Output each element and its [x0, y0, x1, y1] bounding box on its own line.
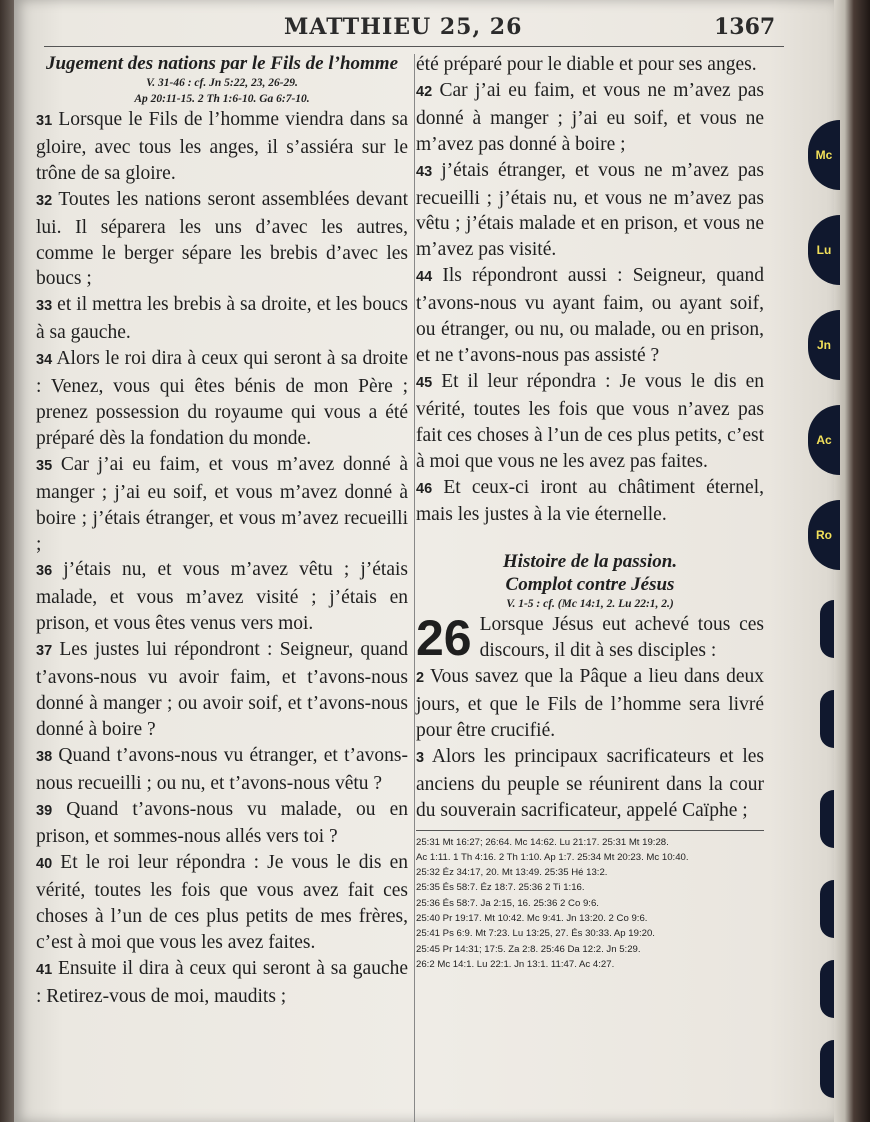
book-tab[interactable] — [820, 880, 834, 938]
section-title: Histoire de la passion. — [502, 551, 678, 573]
verse-number: 37 — [36, 643, 53, 660]
verse-number: 2 — [416, 670, 425, 687]
verse-text: Les justes lui répondront : Seigneur, quand t’avons-nous vu avoir faim, et t’avons-nous donné à manger ; ou avoir soif, et t’avons-nous donné à boire ? — [36, 639, 409, 740]
verse — [36, 292, 408, 346]
book-tab[interactable]: Mc — [808, 120, 840, 190]
verse-text: Alors le roi dira à ceux qui seront à sa droite : Venez, vous qui êtes bénis de mon Père ; prenez possession du royaume qui vous a été préparé dès la fondation du monde. — [36, 348, 408, 449]
verse-text: Quand t’avons-nous vu étranger, et t’avons-nous recueilli ; ou nu, et t’avons-nous vêtu ? — [36, 744, 408, 794]
verse — [416, 158, 764, 264]
verse — [36, 637, 408, 743]
footnotes — [416, 835, 764, 973]
column-divider — [414, 54, 415, 1122]
verse-text: Ils répondront aussi : Seigneur, quand t’avons-nous vu ayant faim, ou ayant soif, ou étranger, ou nu, ou malade, ou en prison, et ne t’avons-nous pas assisté ? — [416, 265, 764, 366]
verse-continuation: été préparé pour le diable et pour ses anges. — [416, 54, 757, 75]
verse-number: 42 — [416, 83, 433, 100]
verse-text: j’étais étranger, et vous ne m’avez pas recueilli ; j’étais nu, et vous ne m’avez pas vêtu ; j’étais malade et en prison, et vous ne m’avez pas visité. — [416, 159, 765, 261]
verse-number: 45 — [416, 374, 433, 391]
verse — [36, 107, 408, 187]
footnote: 25:40 Pr 19:17. Mt 10:42. Mc 9:41. Jn 13:20. 2 Co 9:6. — [416, 913, 648, 925]
book-tab[interactable] — [820, 600, 834, 658]
verse-text: Alors les principaux sacrificateurs et les anciens du peuple se réunirent dans la cour du souverain sacrificateur, appelé Caïphe ; — [416, 745, 764, 821]
book-tab[interactable] — [820, 690, 834, 748]
verse — [36, 187, 408, 293]
verse-text: Lorsque Jésus eut achevé tous ces discours, il dit à ses disciples : — [479, 614, 764, 662]
verse — [416, 475, 764, 529]
cross-reference: Ap 20:11-15. 2 Th 1:6-10. Ga 6:7-10. — [134, 93, 310, 105]
verse-text: Car j’ai eu faim, et vous ne m’avez pas donné à manger ; j’ai eu soif, et vous ne m’avez pas donné à boire ; — [416, 79, 765, 155]
verse-number: 32 — [36, 192, 53, 209]
verse-number: 40 — [36, 856, 53, 873]
chapter-start — [416, 610, 764, 667]
verse-number: 3 — [416, 749, 425, 766]
verse-text: Et le roi leur répondra : Je vous le dis en vérité, toutes les fois que vous avez fait ces choses à l’un de ces plus petits de mes frères, c’est à moi que vous les avez faites. — [36, 852, 408, 954]
verse — [416, 744, 764, 824]
verse-text: Vous savez que la Pâque a lieu dans deux jours, et que le Fils de l’homme sera livré pour être crucifié. — [416, 666, 764, 741]
footnote-rule — [416, 830, 764, 831]
right-column — [416, 52, 764, 972]
verse-number: 36 — [36, 563, 53, 580]
verse — [36, 743, 408, 797]
verse-number: 44 — [416, 269, 433, 286]
left-column — [36, 52, 408, 1010]
chapter-number: 26 — [416, 610, 472, 667]
book-tab[interactable] — [820, 790, 834, 848]
book-tab[interactable]: Lu — [808, 215, 840, 285]
verse-number: 43 — [416, 163, 433, 180]
verse — [36, 557, 408, 637]
book-spine — [0, 0, 14, 1122]
verse-text: Ensuite il dira à ceux qui seront à sa gauche : Retirez-vous de moi, maudits ; — [36, 958, 409, 1007]
running-head: MATTHIEU 25, 26 — [284, 14, 523, 40]
footnote: 25:45 Pr 14:31; 17:5. Za 2:8. 25:46 Da 12:2. Jn 5:29. — [416, 943, 641, 955]
verse-text: et il mettra les brebis à sa droite, et les boucs à sa gauche. — [36, 294, 408, 344]
verse — [416, 664, 764, 744]
book-tab[interactable]: Ro — [808, 500, 840, 570]
verse-number: 41 — [36, 962, 53, 978]
verse — [36, 956, 408, 1010]
footnote: 25:35 És 58:7. Éz 18:7. 25:36 2 Ti 1:16. — [416, 882, 585, 894]
verse — [36, 346, 408, 452]
verse-text: Lorsque le Fils de l’homme viendra dans sa gloire, avec tous les anges, il s’assiéra sur le trône de sa gloire. — [36, 109, 408, 184]
cross-reference: V. 1-5 : cf. (Mc 14:1, 2. Lu 22:1, 2.) — [506, 598, 674, 611]
verse-list — [416, 664, 764, 823]
footnote: 26:2 Mc 14:1. Lu 22:1. Jn 13:1. 11:47. Ac 4:27. — [416, 958, 615, 970]
verse — [36, 797, 408, 851]
footnote: 25:41 Ps 6:9. Mt 7:23. Lu 13:25, 27. És 30:33. Ap 19:20. — [416, 928, 655, 940]
verse-number: 39 — [36, 802, 53, 819]
section-subtitle: Complot contre Jésus — [505, 574, 675, 596]
book-tab[interactable] — [820, 1040, 834, 1098]
page-number: 1367 — [714, 14, 776, 40]
verse-text: Et ceux-ci iront au châtiment éternel, mais les justes à la vie éternelle. — [416, 476, 764, 526]
footnote: Ac 1:11. 1 Th 4:16. 2 Th 1:10. Ap 1:7. 25:34 Mt 20:23. Mc 10:40. — [416, 851, 689, 863]
book-tab[interactable]: Jn — [808, 310, 840, 380]
verse — [36, 452, 408, 558]
verse-number: 38 — [36, 748, 53, 765]
book-tab[interactable] — [820, 960, 834, 1018]
verse-text: Toutes les nations seront assemblées devant lui. Il séparera les uns d’avec les autres, comme le berger sépare les brebis d’avec les boucs ; — [36, 188, 408, 290]
verse-number: 46 — [416, 480, 433, 497]
verse-text: j’étais nu, et vous m’avez vêtu ; j’étais malade, et vous m’avez visité ; j’étais en prison, et vous êtes venus vers moi. — [36, 559, 409, 635]
verse-text: Quand t’avons-nous vu malade, ou en prison, et sommes-nous allés vers toi ? — [36, 798, 408, 848]
verse — [416, 78, 764, 158]
book-tab[interactable]: Ac — [808, 405, 840, 475]
verse-number: 33 — [36, 298, 53, 315]
verse — [36, 850, 408, 956]
verse-number: 35 — [36, 457, 53, 474]
verse-number: 34 — [36, 352, 53, 369]
verse-text: Et il leur répondra : Je vous le dis en vérité, toutes les fois que vous n’avez pas fait ces choses à l’un de ces plus petits, c’est à moi que vous ne les avez pas faites. — [416, 370, 765, 472]
cross-reference: V. 31-46 : cf. Jn 5:22, 23, 26-29. — [146, 77, 298, 89]
verse-text: Car j’ai eu faim, et vous m’avez donné à manger ; j’ai eu soif, et vous m’avez donné à boire ; j’étais étranger, et vous m’avez recueilli ; — [36, 453, 408, 555]
footnote: 25:36 És 58:7. Ja 2:15, 16. 25:36 2 Co 9:6. — [416, 897, 599, 909]
verse-list — [416, 78, 764, 528]
footnote: 25:32 Éz 34:17, 20. Mt 13:49. 25:35 Hé 13:2. — [416, 867, 608, 879]
verse — [416, 369, 764, 475]
footnote: 25:31 Mt 16:27; 26:64. Mc 14:62. Lu 21:17. 25:31 Mt 19:28. — [416, 836, 669, 848]
header-rule — [44, 46, 784, 47]
section-title: Jugement des nations par le Fils de l’homme — [45, 53, 399, 74]
bible-page — [14, 0, 834, 1122]
verse-list — [36, 107, 408, 1010]
verse — [416, 263, 764, 369]
verse-number: 31 — [36, 113, 53, 129]
